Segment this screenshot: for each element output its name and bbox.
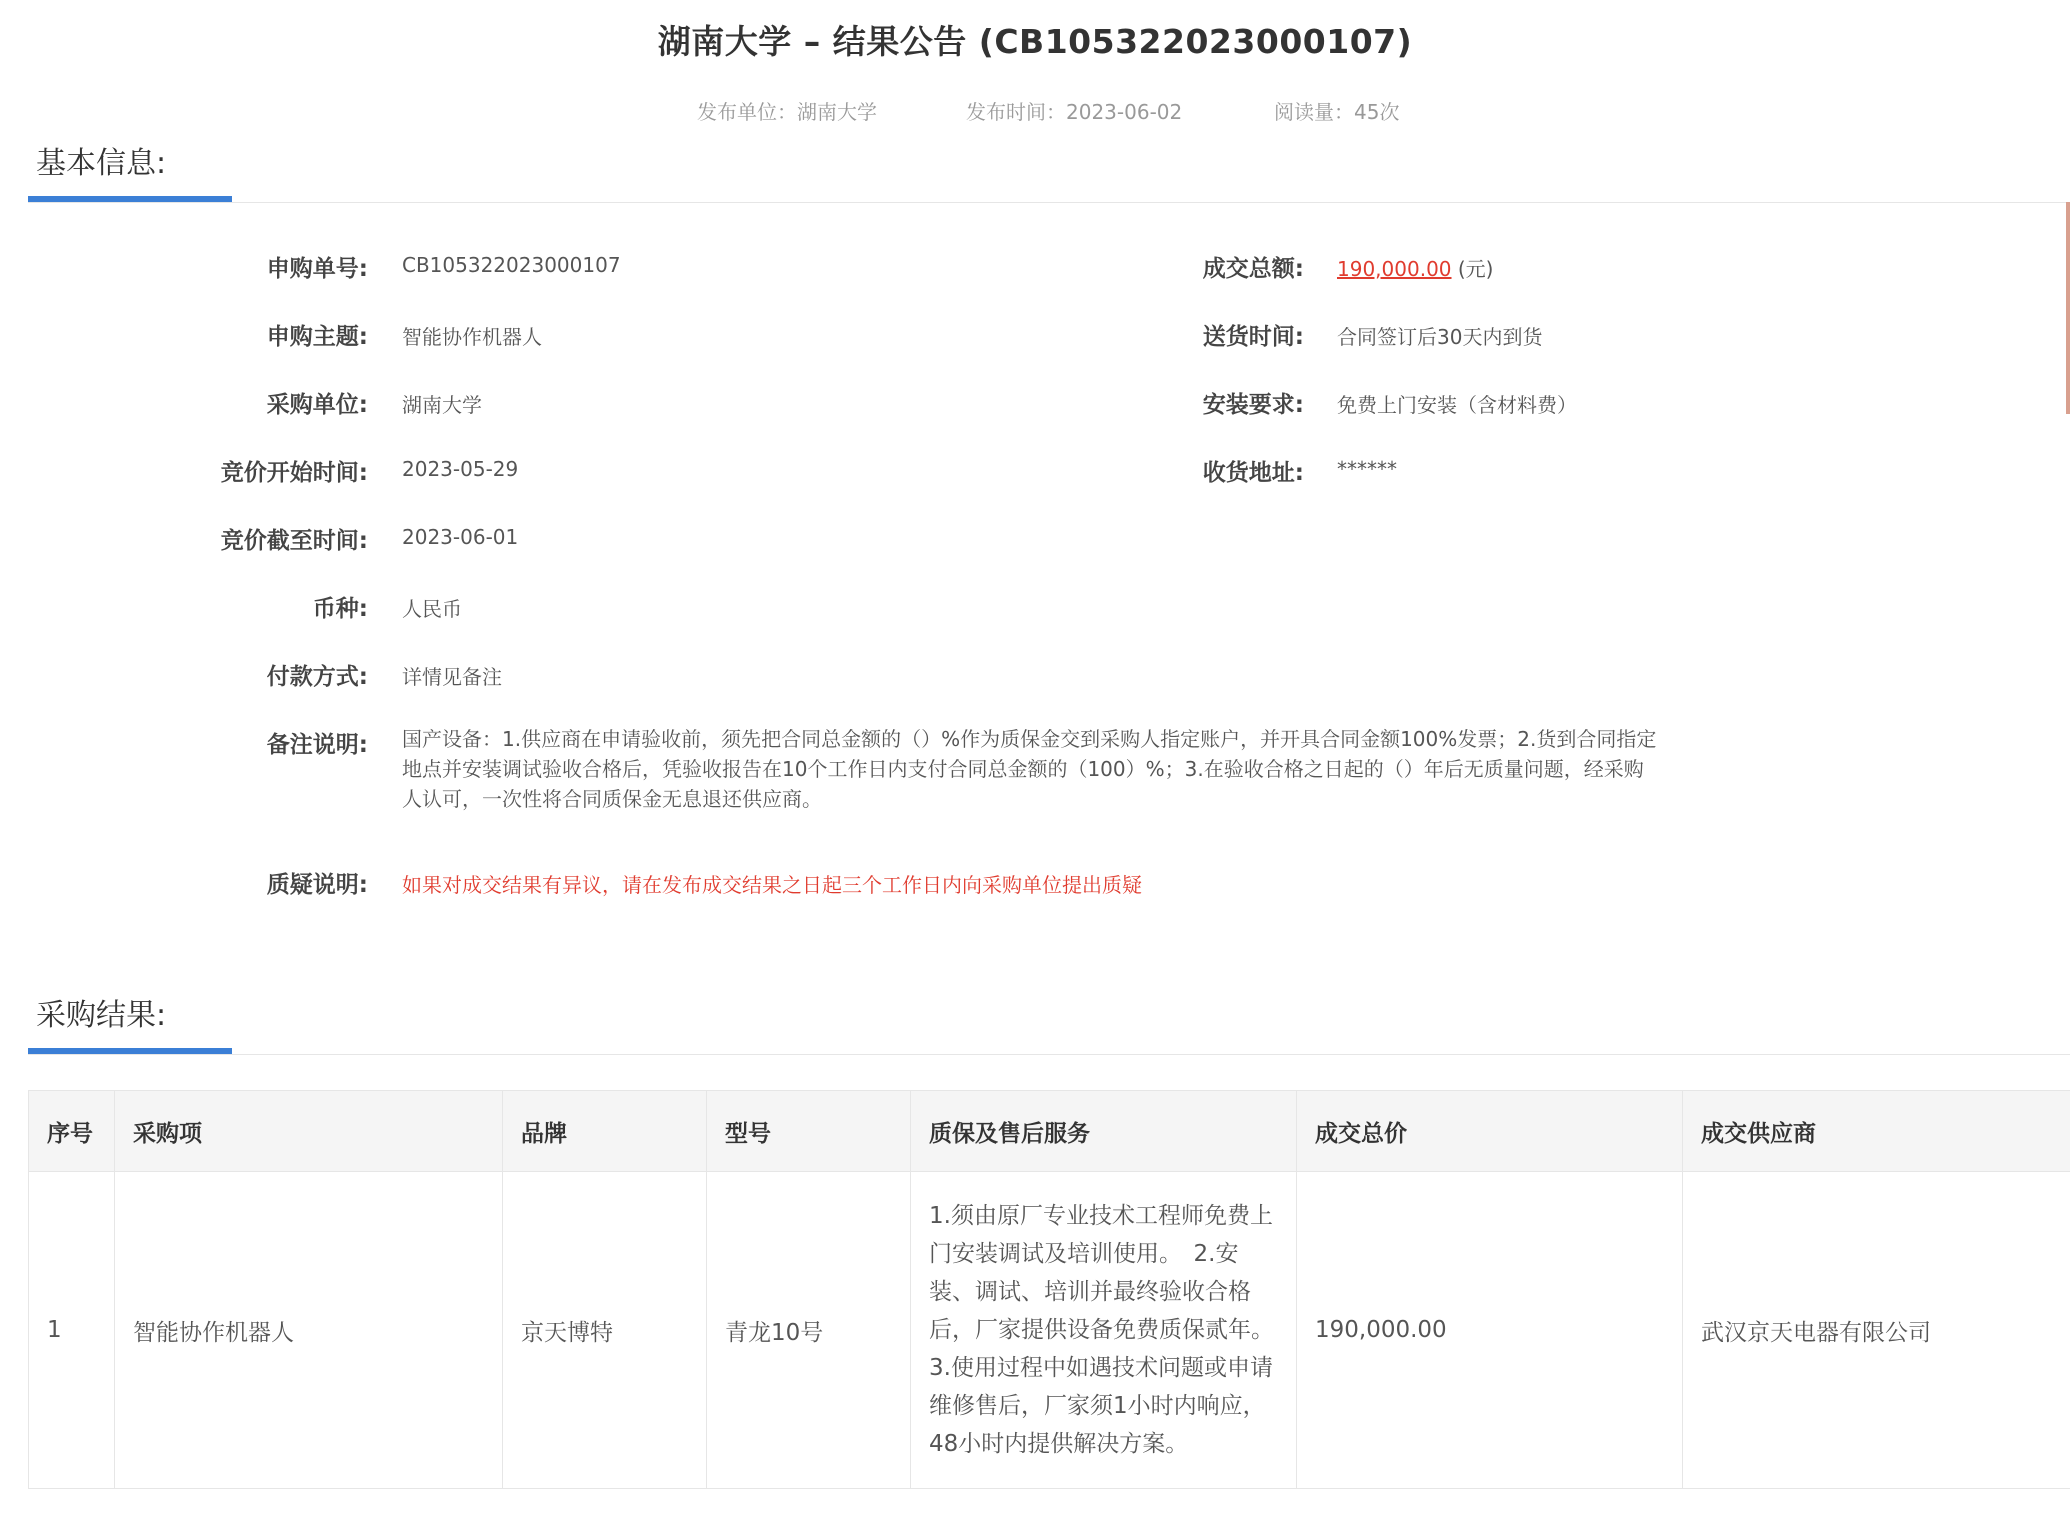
cell-brand: 京天博特 <box>503 1172 707 1489</box>
total-amount-link[interactable]: 190,000.00 <box>1337 257 1452 281</box>
column-header-brand: 品牌 <box>503 1091 707 1172</box>
column-header-index: 序号 <box>29 1091 115 1172</box>
total-amount-value <box>1337 253 1493 282</box>
column-header-price: 成交总价 <box>1297 1091 1683 1172</box>
read-count-meta: 阅读量：45次 <box>1274 100 1400 124</box>
delivery-address-value: ****** <box>1337 457 1397 481</box>
bid-start-label: 竞价开始时间: <box>220 460 368 486</box>
bid-start-value: 2023-05-29 <box>402 457 519 481</box>
purchase-unit-label: 采购单位: <box>266 392 368 418</box>
payment-method-label: 付款方式: <box>266 664 368 690</box>
column-header-model: 型号 <box>707 1091 911 1172</box>
basic-info-divider <box>28 202 2070 203</box>
result-table <box>28 1090 2070 1489</box>
cell-price: 190,000.00 <box>1297 1172 1683 1489</box>
bid-end-label: 竞价截至时间: <box>220 528 368 554</box>
install-requirement-label: 安装要求: <box>1202 392 1304 418</box>
dispute-label: 质疑说明: <box>266 872 368 898</box>
cell-supplier: 武汉京天电器有限公司 <box>1683 1172 2070 1489</box>
purchase-unit-value: 湖南大学 <box>402 393 482 417</box>
page-title: 湖南大学 – 结果公告 (CB105322023000107) <box>657 22 1413 61</box>
column-header-item: 采购项 <box>115 1091 503 1172</box>
delivery-address-label: 收货地址: <box>1202 460 1304 486</box>
purchase-subject-value: 智能协作机器人 <box>402 325 542 349</box>
announcement-meta <box>0 96 2070 124</box>
bid-end-value: 2023-06-01 <box>402 525 519 549</box>
payment-method-value: 详情见备注 <box>402 665 502 689</box>
basic-info-tab-indicator <box>28 196 232 202</box>
remark-value: 国产设备：1.供应商在申请验收前，须先把合同总金额的（）%作为质保金交到采购人指定账户，并开具合同金额100%发票；2.货到合同指定地点并安装调试验收合格后，凭验收报告在10个工作日内支付合同总金额的（100）%；3.在验收合格之日起的（）年后无质量问题，经采购人认可，一次性将合同质保金无息退还供应商。 <box>402 727 1657 811</box>
total-amount-label: 成交总额: <box>1202 256 1304 282</box>
publish-time-meta: 发布时间：2023-06-02 <box>966 100 1183 124</box>
column-header-supplier: 成交供应商 <box>1683 1091 2070 1172</box>
purchase-no-label: 申购单号: <box>266 256 368 282</box>
install-requirement-value: 免费上门安装（含材料费） <box>1337 393 1577 417</box>
cell-model: 青龙10号 <box>707 1172 911 1489</box>
delivery-time-value: 合同签订后30天内到货 <box>1337 325 1543 349</box>
purchase-no-value: CB105322023000107 <box>402 253 621 277</box>
result-section-title: 采购结果: <box>36 998 167 1033</box>
cell-service: 1.须由原厂专业技术工程师免费上门安装调试及培训使用。 2.安装、调试、培训并最终验收合格后，厂家提供设备免费质保贰年。 3.使用过程中如遇技术问题或申请维修售后，厂家须1小时内响应，48小时内提供解决方案。 <box>911 1172 1297 1489</box>
table-header-row <box>29 1091 2070 1172</box>
result-tab-indicator <box>28 1048 232 1054</box>
scrollbar-thumb[interactable] <box>2066 202 2070 414</box>
dispute-value: 如果对成交结果有异议，请在发布成交结果之日起三个工作日内向采购单位提出质疑 <box>402 873 1142 897</box>
total-amount-unit: (元) <box>1457 257 1494 281</box>
basic-info-section-title: 基本信息: <box>36 146 167 181</box>
cell-index: 1 <box>29 1172 115 1489</box>
purchase-subject-label: 申购主题: <box>266 324 368 350</box>
table-row <box>29 1172 2070 1489</box>
publisher-meta: 发布单位：湖南大学 <box>697 100 877 124</box>
delivery-time-label: 送货时间: <box>1202 324 1304 350</box>
currency-value: 人民币 <box>402 597 462 621</box>
column-header-service: 质保及售后服务 <box>911 1091 1297 1172</box>
remark-label: 备注说明: <box>266 732 368 758</box>
result-divider <box>28 1054 2070 1055</box>
cell-item: 智能协作机器人 <box>115 1172 503 1489</box>
currency-label: 币种: <box>312 596 368 622</box>
